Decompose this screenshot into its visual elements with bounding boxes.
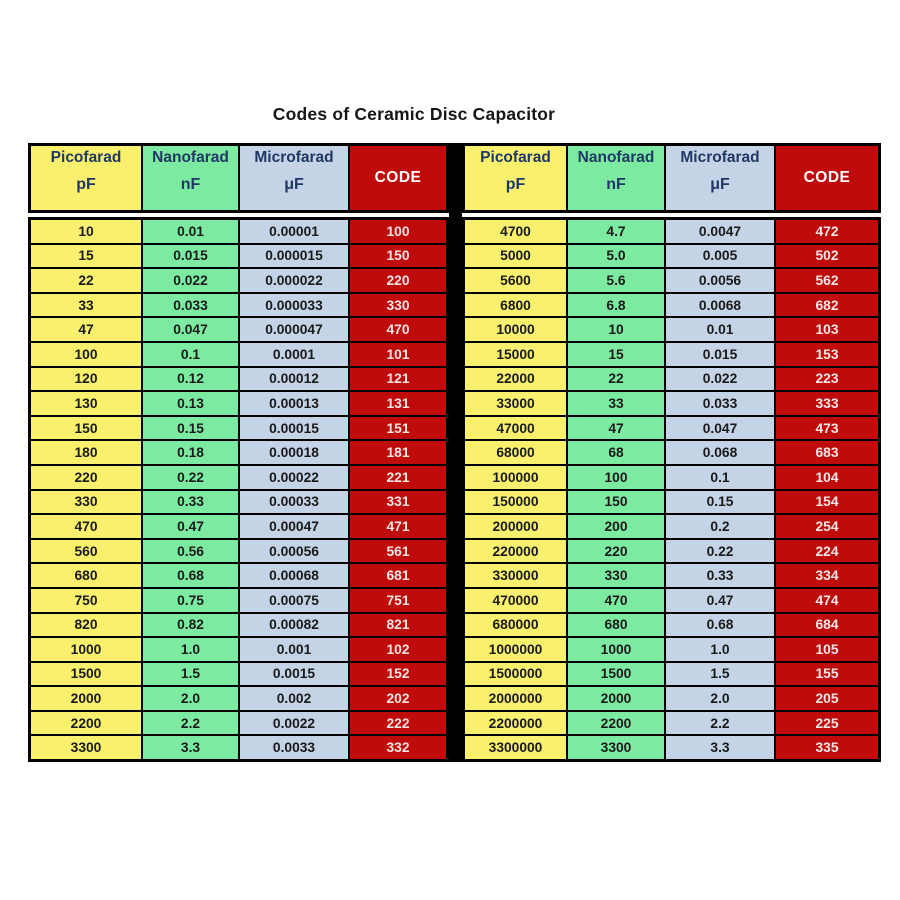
table-cell: 15000 (464, 342, 568, 367)
table-cell: 0.13 (142, 391, 239, 416)
table-cell: 223 (775, 367, 880, 392)
table-cell: 22 (30, 268, 143, 293)
table-cell: 330 (30, 490, 143, 515)
table-cell: 2.0 (665, 686, 775, 711)
table-row (464, 686, 880, 711)
table-cell: 33000 (464, 391, 568, 416)
table-cell: 2000 (30, 686, 143, 711)
table-cell: 3300000 (464, 735, 568, 760)
table-cell: 131 (349, 391, 448, 416)
table-cell: 684 (775, 613, 880, 638)
table-cell: 4700 (464, 219, 568, 244)
table-cell: 0.0047 (665, 219, 775, 244)
page-title: Codes of Ceramic Disc Capacitor (272, 104, 556, 124)
column-name: CODE (803, 169, 851, 186)
table-cell: 0.022 (665, 367, 775, 392)
table-cell: 680 (567, 613, 665, 638)
table-cell: 0.01 (665, 317, 775, 342)
capacitor-table-left (28, 143, 449, 762)
table-row (30, 711, 448, 736)
table-cell: 0.0015 (239, 662, 349, 687)
table-cell: 470 (349, 317, 448, 342)
table-cell: 202 (349, 686, 448, 711)
column-header-code (349, 145, 448, 212)
table-cell: 472 (775, 219, 880, 244)
table-cell: 0.00047 (239, 514, 349, 539)
table-row (464, 342, 880, 367)
table-cell: 680 (30, 563, 143, 588)
table-row (30, 539, 448, 564)
table-cell: 0.015 (665, 342, 775, 367)
table-row (30, 490, 448, 515)
table-row (464, 490, 880, 515)
table-cell: 820 (30, 613, 143, 638)
table-cell: 1.5 (142, 662, 239, 687)
table-cell: 0.00022 (239, 465, 349, 490)
table-cell: 100 (30, 342, 143, 367)
table-cell: 2.0 (142, 686, 239, 711)
column-unit: pF (505, 176, 526, 193)
table-row (30, 735, 448, 760)
table-cell: 0.0033 (239, 735, 349, 760)
table-row (30, 391, 448, 416)
table-cell: 22000 (464, 367, 568, 392)
table-cell: 100 (567, 465, 665, 490)
table-cell: 0.001 (239, 637, 349, 662)
table-cell: 0.33 (665, 563, 775, 588)
table-cell: 225 (775, 711, 880, 736)
table-cell: 0.68 (142, 563, 239, 588)
table-cell: 254 (775, 514, 880, 539)
table-cell: 68 (567, 440, 665, 465)
column-header-picofarad (30, 145, 143, 212)
table-header-left (28, 143, 449, 213)
table-row (464, 367, 880, 392)
table-cell: 0.0022 (239, 711, 349, 736)
column-name: Picofarad (50, 149, 122, 166)
table-cell: 200 (567, 514, 665, 539)
table-cell: 0.15 (665, 490, 775, 515)
table-row (464, 514, 880, 539)
table-cell: 220 (567, 539, 665, 564)
table-cell: 330 (349, 293, 448, 318)
table-row (464, 317, 880, 342)
table-cell: 220000 (464, 539, 568, 564)
table-cell: 470 (30, 514, 143, 539)
table-cell: 10000 (464, 317, 568, 342)
column-header-microfarad (239, 145, 349, 212)
table-cell: 5600 (464, 268, 568, 293)
table-cell: 2.2 (665, 711, 775, 736)
column-unit: pF (76, 176, 96, 193)
table-cell: 68000 (464, 440, 568, 465)
table-cell: 103 (775, 317, 880, 342)
table-cell: 0.56 (142, 539, 239, 564)
table-cell: 22 (567, 367, 665, 392)
table-row (464, 268, 880, 293)
table-cell: 0.033 (665, 391, 775, 416)
table-cell: 5000 (464, 244, 568, 269)
table-cell: 1000 (567, 637, 665, 662)
table-cell: 10 (567, 317, 665, 342)
table-row (30, 613, 448, 638)
table-row (30, 662, 448, 687)
table-cell: 1.5 (665, 662, 775, 687)
table-cell: 470 (567, 588, 665, 613)
column-name: Microfarad (254, 149, 334, 166)
table-cell: 150000 (464, 490, 568, 515)
table-cell: 0.00033 (239, 490, 349, 515)
table-cell: 1.0 (142, 637, 239, 662)
table-cell: 205 (775, 686, 880, 711)
table-cell: 33 (30, 293, 143, 318)
table-cell: 6.8 (567, 293, 665, 318)
table-cell: 2000000 (464, 686, 568, 711)
table-row (464, 711, 880, 736)
table-row (30, 588, 448, 613)
table-cell: 562 (775, 268, 880, 293)
table-cell: 0.22 (665, 539, 775, 564)
table-cell: 151 (349, 416, 448, 441)
table-cell: 0.00075 (239, 588, 349, 613)
table-row (30, 293, 448, 318)
table-cell: 15 (30, 244, 143, 269)
table-cell: 130 (30, 391, 143, 416)
table-cell: 150 (349, 244, 448, 269)
table-cell: 502 (775, 244, 880, 269)
table-cell: 153 (775, 342, 880, 367)
table-cell: 0.00013 (239, 391, 349, 416)
table-cell: 330 (567, 563, 665, 588)
table-row (464, 735, 880, 760)
table-cell: 0.47 (665, 588, 775, 613)
table-cell: 683 (775, 440, 880, 465)
table-row (30, 244, 448, 269)
table-cell: 154 (775, 490, 880, 515)
table-cell: 47 (567, 416, 665, 441)
header-row (30, 145, 448, 212)
table-cell: 47000 (464, 416, 568, 441)
capacitor-table-right (462, 143, 881, 762)
table-cell: 0.18 (142, 440, 239, 465)
table-cell: 0.068 (665, 440, 775, 465)
table-row (464, 391, 880, 416)
table-cell: 0.00015 (239, 416, 349, 441)
table-cell: 152 (349, 662, 448, 687)
table-cell: 120 (30, 367, 143, 392)
table-row (30, 367, 448, 392)
table-cell: 5.6 (567, 268, 665, 293)
table-cell: 220 (30, 465, 143, 490)
table-cell: 0.0056 (665, 268, 775, 293)
table-cell: 470000 (464, 588, 568, 613)
column-header-microfarad (665, 145, 775, 212)
column-name: Nanofarad (152, 149, 229, 166)
table-rows (464, 219, 880, 761)
table-cell: 680000 (464, 613, 568, 638)
table-cell: 0.0068 (665, 293, 775, 318)
table-cell: 181 (349, 440, 448, 465)
table-cell: 5.0 (567, 244, 665, 269)
table-cell: 0.00018 (239, 440, 349, 465)
table-cell: 750 (30, 588, 143, 613)
table-cell: 0.2 (665, 514, 775, 539)
column-unit: nF (606, 176, 626, 193)
column-unit: μF (710, 176, 730, 193)
column-header-nanofarad (142, 145, 239, 212)
table-cell: 4.7 (567, 219, 665, 244)
table-row (464, 563, 880, 588)
table-row (30, 563, 448, 588)
table-cell: 1.0 (665, 637, 775, 662)
column-name: CODE (374, 169, 422, 186)
table-row (30, 637, 448, 662)
table-row (30, 317, 448, 342)
header-row (464, 145, 880, 212)
table-rows (30, 219, 448, 761)
table-cell: 0.15 (142, 416, 239, 441)
table-row (464, 662, 880, 687)
table-cell: 6800 (464, 293, 568, 318)
column-name: Picofarad (480, 149, 551, 166)
table-row (30, 342, 448, 367)
table-cell: 474 (775, 588, 880, 613)
table-cell: 0.0001 (239, 342, 349, 367)
table-cell: 0.033 (142, 293, 239, 318)
table-row (464, 219, 880, 244)
table-cell: 0.82 (142, 613, 239, 638)
table-cell: 100 (349, 219, 448, 244)
table-cell: 0.01 (142, 219, 239, 244)
table-cell: 15 (567, 342, 665, 367)
table-cell: 0.47 (142, 514, 239, 539)
table-cell: 47 (30, 317, 143, 342)
table-cell: 821 (349, 613, 448, 638)
table-cell: 751 (349, 588, 448, 613)
table-cell: 0.000022 (239, 268, 349, 293)
table-cell: 100000 (464, 465, 568, 490)
table-cell: 2000 (567, 686, 665, 711)
table-cell: 681 (349, 563, 448, 588)
table-cell: 0.22 (142, 465, 239, 490)
table-row (30, 440, 448, 465)
table-row (30, 465, 448, 490)
table-cell: 0.000047 (239, 317, 349, 342)
column-name: Nanofarad (577, 149, 655, 166)
table-cell: 560 (30, 539, 143, 564)
table-cell: 0.000015 (239, 244, 349, 269)
table-cell: 2.2 (142, 711, 239, 736)
table-cell: 150 (567, 490, 665, 515)
table-cell: 0.005 (665, 244, 775, 269)
table-cell: 561 (349, 539, 448, 564)
table-cell: 1500000 (464, 662, 568, 687)
table-cell: 0.00056 (239, 539, 349, 564)
table-cell: 0.00068 (239, 563, 349, 588)
table-row (464, 539, 880, 564)
column-header-picofarad (464, 145, 568, 212)
table-row (30, 268, 448, 293)
table-row (30, 416, 448, 441)
table-cell: 0.12 (142, 367, 239, 392)
table-row (464, 637, 880, 662)
table-cell: 3300 (30, 735, 143, 760)
table-cell: 104 (775, 465, 880, 490)
table-cell: 0.00012 (239, 367, 349, 392)
table-row (464, 416, 880, 441)
table-cell: 0.1 (142, 342, 239, 367)
table-cell: 3.3 (142, 735, 239, 760)
table-cell: 2200 (30, 711, 143, 736)
table-cell: 224 (775, 539, 880, 564)
table-cell: 3300 (567, 735, 665, 760)
table-cell: 331 (349, 490, 448, 515)
table-cell: 0.00001 (239, 219, 349, 244)
table-cell: 1000000 (464, 637, 568, 662)
table-cell: 1500 (30, 662, 143, 687)
table-cell: 0.68 (665, 613, 775, 638)
table-cell: 0.1 (665, 465, 775, 490)
table-cell: 150 (30, 416, 143, 441)
table-cell: 1500 (567, 662, 665, 687)
table-cell: 33 (567, 391, 665, 416)
column-unit: nF (180, 176, 201, 193)
table-row (464, 613, 880, 638)
table-cell: 330000 (464, 563, 568, 588)
table-cell: 200000 (464, 514, 568, 539)
table-row (30, 514, 448, 539)
table-cell: 0.75 (142, 588, 239, 613)
table-cell: 180 (30, 440, 143, 465)
table-cell: 0.000033 (239, 293, 349, 318)
table-cell: 0.00082 (239, 613, 349, 638)
table-cell: 0.002 (239, 686, 349, 711)
table-cell: 471 (349, 514, 448, 539)
table-body-left (28, 217, 449, 762)
column-name: Microfarad (680, 149, 760, 166)
table-row (30, 219, 448, 244)
table-cell: 105 (775, 637, 880, 662)
table-row (464, 588, 880, 613)
table-header-right (462, 143, 881, 213)
table-cell: 102 (349, 637, 448, 662)
table-row (464, 440, 880, 465)
table-cell: 473 (775, 416, 880, 441)
table-cell: 333 (775, 391, 880, 416)
column-header-code (775, 145, 880, 212)
table-cell: 1000 (30, 637, 143, 662)
table-row (464, 293, 880, 318)
table-cell: 335 (775, 735, 880, 760)
table-cell: 3.3 (665, 735, 775, 760)
table-cell: 101 (349, 342, 448, 367)
table-cell: 0.015 (142, 244, 239, 269)
table-cell: 334 (775, 563, 880, 588)
table-cell: 0.33 (142, 490, 239, 515)
table-cell: 220 (349, 268, 448, 293)
table-cell: 155 (775, 662, 880, 687)
table-cell: 0.047 (665, 416, 775, 441)
table-cell: 332 (349, 735, 448, 760)
table-body-right (462, 217, 881, 762)
table-cell: 2200000 (464, 711, 568, 736)
table-cell: 682 (775, 293, 880, 318)
column-header-nanofarad (567, 145, 665, 212)
capacitor-code-tables (28, 143, 881, 762)
table-row (464, 244, 880, 269)
table-cell: 0.047 (142, 317, 239, 342)
column-unit: μF (284, 176, 304, 193)
table-cell: 2200 (567, 711, 665, 736)
table-row (30, 686, 448, 711)
table-cell: 10 (30, 219, 143, 244)
table-cell: 0.022 (142, 268, 239, 293)
table-cell: 221 (349, 465, 448, 490)
table-row (464, 465, 880, 490)
table-cell: 121 (349, 367, 448, 392)
table-cell: 222 (349, 711, 448, 736)
